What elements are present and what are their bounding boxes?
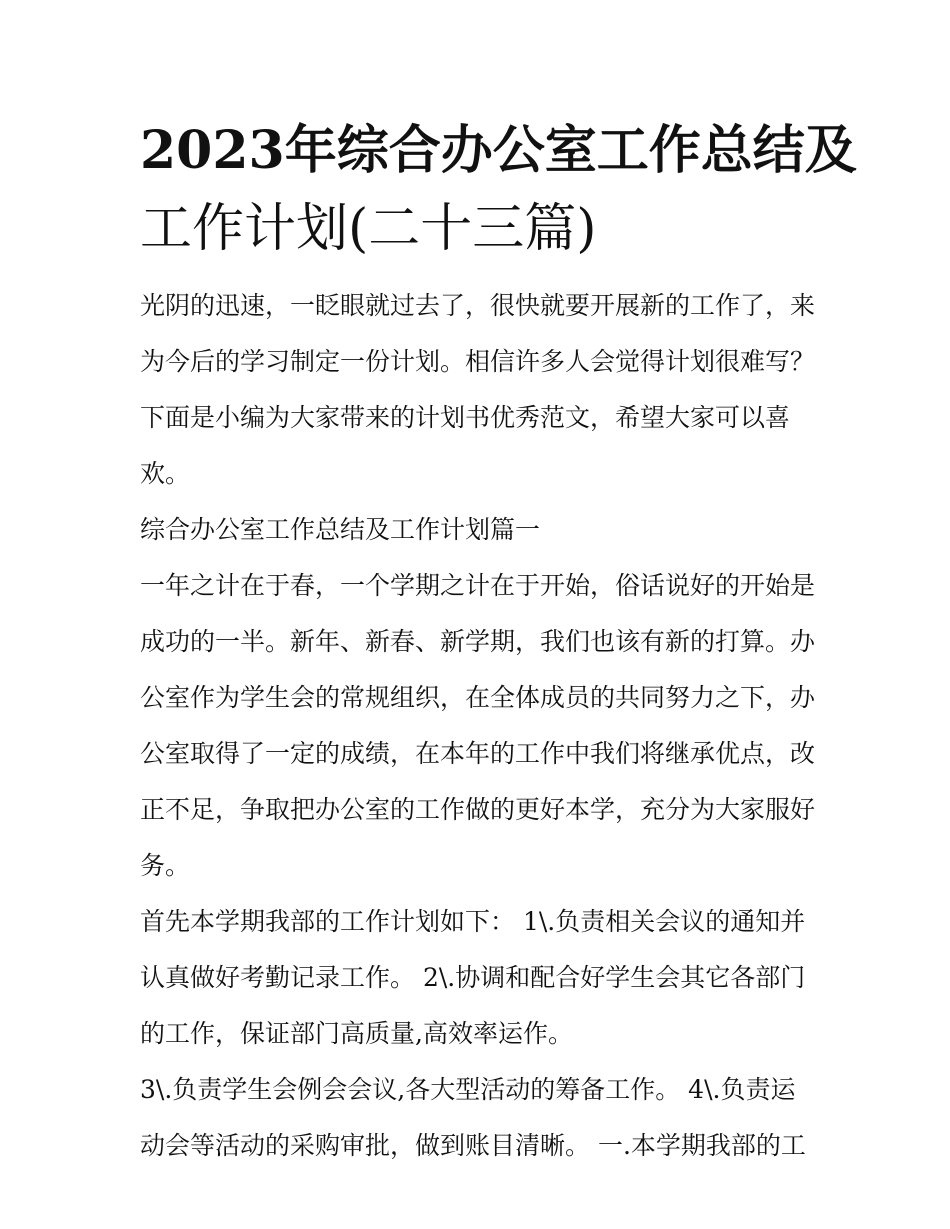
text-line: 动会等活动的采购审批，做到账目清晰。 一.本学期我部的工 [140,1131,806,1160]
text-line: 下面是小编为大家带来的计划书优秀范文，希望大家可以喜 [140,403,791,432]
text-line: 欢。 [140,459,191,488]
paragraph-intro [140,278,820,502]
paragraph-plan-continued [140,1062,820,1174]
text-line: 公室作为学生会的常规组织，在全体成员的共同努力之下，办 [140,683,816,712]
text-line: 一年之计在于春，一个学期之计在于开始，俗话说好的开始是 [140,571,816,600]
text-line: 综合办公室工作总结及工作计划篇一 [140,515,541,544]
text-line: 公室取得了一定的成绩，在本年的工作中我们将继承优点，改 [140,739,816,768]
text-line: 首先本学期我部的工作计划如下： 1\.负责相关会议的通知并 [140,907,806,936]
document-page [140,112,857,1174]
text-line: 务。 [140,851,191,880]
document-title [140,112,857,268]
document-body [140,278,820,1174]
text-line: 为今后的学习制定一份计划。相信许多人会觉得计划很难写？ [140,347,816,376]
title-line-2: 工作计划(二十三篇) [140,199,597,259]
text-line: 的工作，保证部门高质量,高效率运作。 [140,1019,573,1048]
text-line: 3\.负责学生会例会会议,各大型活动的筹备工作。 4\.负责运 [140,1075,796,1104]
title-line-1: 2023年综合办公室工作总结及 [140,120,857,181]
text-line: 光阴的迅速，一眨眼就过去了，很快就要开展新的工作了，来 [140,291,816,320]
text-line: 认真做好考勤记录工作。 2\.协调和配合好学生会其它各部门 [140,963,806,992]
paragraph-body [140,558,820,894]
text-line: 正不足，争取把办公室的工作做的更好本学，充分为大家服好 [140,795,816,824]
paragraph-plan [140,894,820,1062]
section-heading [140,502,820,558]
text-line: 成功的一半。新年、新春、新学期，我们也该有新的打算。办 [140,627,816,656]
